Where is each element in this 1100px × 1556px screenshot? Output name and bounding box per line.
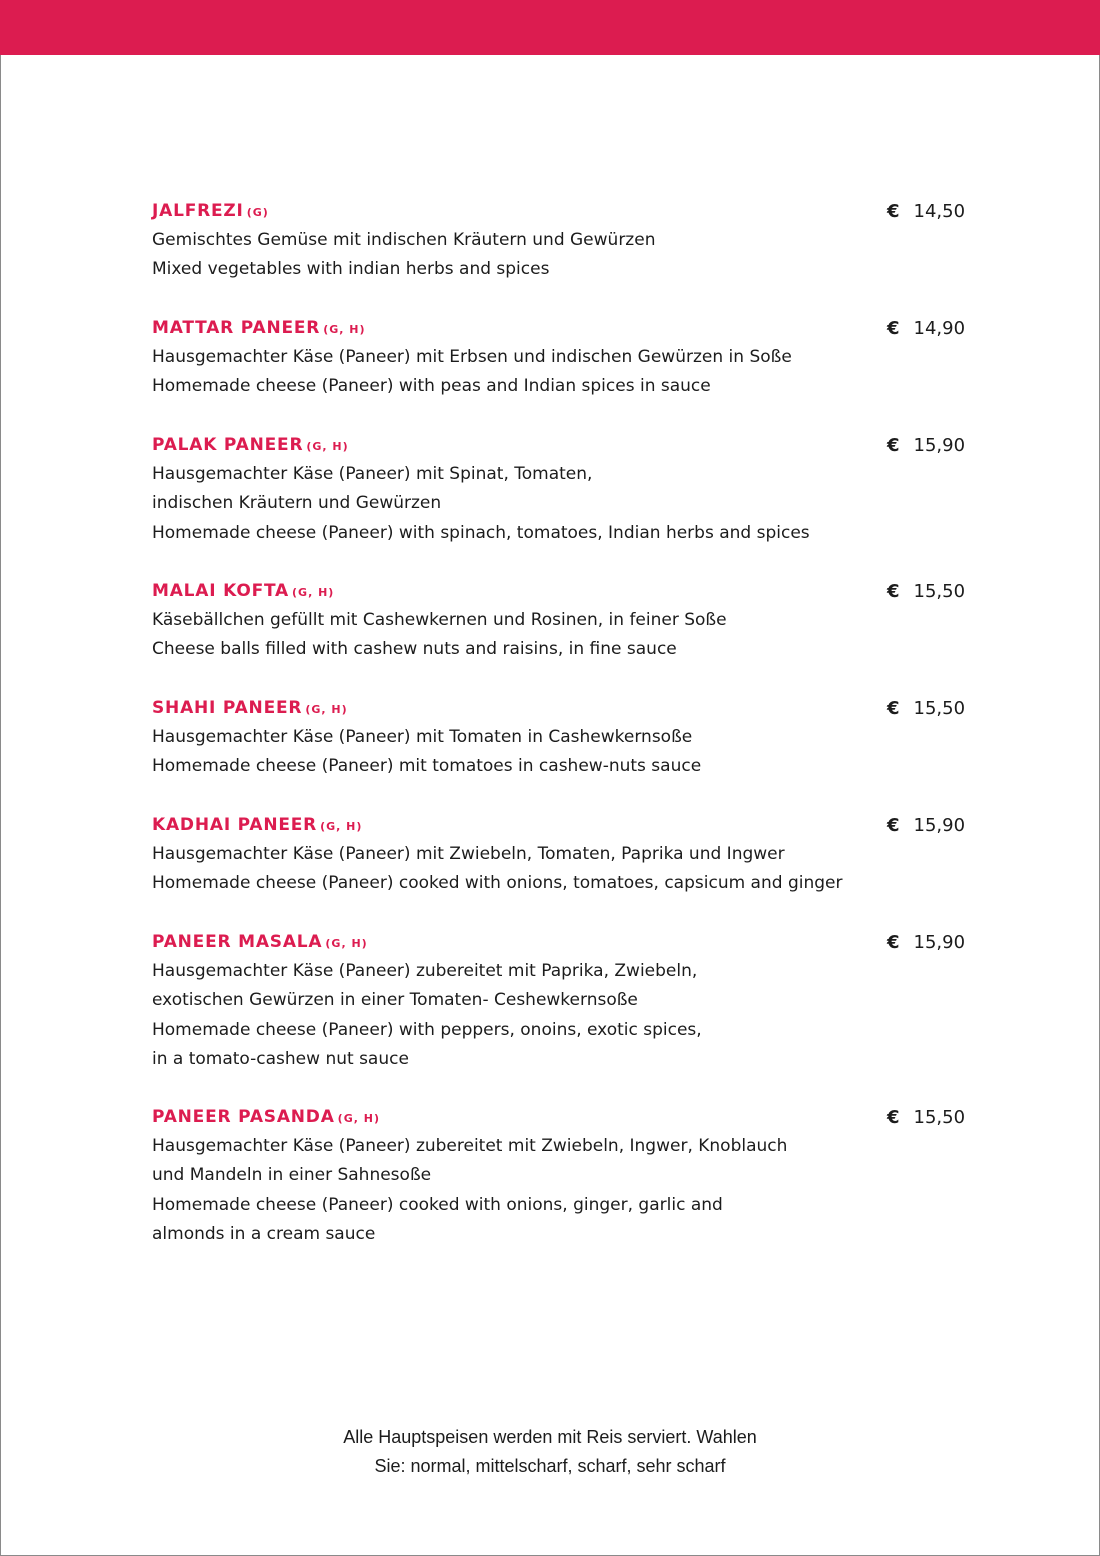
euro-symbol: € bbox=[887, 698, 900, 719]
dish-description-en: almonds in a cream sauce bbox=[152, 1223, 376, 1244]
euro-symbol: € bbox=[887, 318, 900, 339]
footer-line: Alle Hauptspeisen werden mit Reis serviert. Wahlen bbox=[343, 1427, 757, 1447]
dish-allergens: (G, H) bbox=[320, 820, 363, 833]
dish-allergens: (G, H) bbox=[306, 440, 349, 453]
dish-description-de: indischen Kräutern und Gewürzen bbox=[152, 493, 442, 514]
price-value: 15,90 bbox=[913, 815, 966, 836]
dish-description-de: Hausgemachter Käse (Paneer) mit Tomaten in Cashewkernsoße bbox=[152, 727, 693, 747]
menu-item-shahi-paneer bbox=[152, 694, 972, 782]
dish-description-de: und Mandeln in einer Sahnesoße bbox=[152, 1165, 432, 1186]
menu-item-mattar-paneer bbox=[152, 314, 972, 402]
euro-symbol: € bbox=[887, 201, 900, 222]
dish-description-de: Hausgemachter Käse (Paneer) mit Zwiebeln, Tomaten, Paprika und Ingwer bbox=[152, 844, 785, 864]
footer-note bbox=[250, 1423, 850, 1481]
euro-symbol: € bbox=[887, 435, 900, 456]
dish-description-en: Mixed vegetables with indian herbs and spices bbox=[152, 259, 550, 280]
dish-name: JALFREZI bbox=[152, 201, 244, 221]
dish-price bbox=[887, 197, 965, 226]
dish-allergens: (G, H) bbox=[292, 586, 335, 599]
dish-description-de: Käsebällchen gefüllt mit Cashewkernen und Rosinen, in feiner Soße bbox=[152, 610, 727, 630]
dish-name: MATTAR PANEER bbox=[152, 318, 321, 338]
dish-allergens: (G, H) bbox=[337, 1112, 380, 1125]
dish-price bbox=[887, 431, 965, 460]
dish-description-de: Gemischtes Gemüse mit indischen Kräutern und Gewürzen bbox=[152, 230, 656, 250]
dish-description-en: Homemade cheese (Paneer) cooked with onions, ginger, garlic and bbox=[152, 1194, 723, 1215]
dish-description-en: Homemade cheese (Paneer) cooked with onions, tomatoes, capsicum and ginger bbox=[152, 873, 843, 894]
dish-description-de: exotischen Gewürzen in einer Tomaten- Ceshewkernsoße bbox=[152, 990, 638, 1011]
dish-name: PALAK PANEER bbox=[152, 435, 304, 455]
dish-name: KADHAI PANEER bbox=[152, 815, 318, 835]
dish-price bbox=[887, 577, 965, 606]
dish-allergens: (G, H) bbox=[323, 323, 366, 336]
price-value: 15,90 bbox=[913, 932, 966, 953]
price-value: 14,50 bbox=[913, 201, 966, 222]
euro-symbol: € bbox=[887, 1107, 900, 1128]
dish-price bbox=[887, 694, 965, 723]
footer-line: Sie: normal, mittelscharf, scharf, sehr scharf bbox=[374, 1456, 726, 1476]
dish-name: SHAHI PANEER bbox=[152, 698, 303, 718]
dish-description-de: Hausgemachter Käse (Paneer) mit Erbsen und indischen Gewürzen in Soße bbox=[152, 347, 792, 367]
dish-description-en: Homemade cheese (Paneer) with peas and Indian spices in sauce bbox=[152, 376, 711, 397]
dish-description-de: Hausgemachter Käse (Paneer) zubereitet mit Zwiebeln, Ingwer, Knoblauch bbox=[152, 1136, 788, 1156]
dish-description-de: Hausgemachter Käse (Paneer) zubereitet mit Paprika, Zwiebeln, bbox=[152, 961, 698, 981]
dish-price bbox=[887, 928, 965, 957]
menu-item-paneer-pasanda bbox=[152, 1103, 972, 1249]
dish-description-en: Homemade cheese (Paneer) with peppers, onoins, exotic spices, bbox=[152, 1019, 702, 1040]
dish-price bbox=[887, 1103, 965, 1132]
dish-description-en: Cheese balls filled with cashew nuts and raisins, in fine sauce bbox=[152, 639, 677, 660]
price-value: 15,50 bbox=[913, 581, 966, 602]
dish-name: MALAI KOFTA bbox=[152, 581, 290, 601]
menu-item-malai-kofta bbox=[152, 577, 972, 665]
menu-item-kadhai-paneer bbox=[152, 811, 972, 899]
euro-symbol: € bbox=[887, 932, 900, 953]
price-value: 14,90 bbox=[913, 318, 966, 339]
dish-price bbox=[887, 811, 965, 840]
dish-allergens: (G) bbox=[246, 206, 269, 219]
dish-allergens: (G, H) bbox=[325, 937, 368, 950]
menu-item-paneer-masala bbox=[152, 928, 972, 1074]
euro-symbol: € bbox=[887, 815, 900, 836]
dish-description-en: in a tomato-cashew nut sauce bbox=[152, 1048, 409, 1069]
price-value: 15,50 bbox=[913, 1107, 966, 1128]
menu-item-palak-paneer bbox=[152, 431, 972, 548]
dish-name: PANEER MASALA bbox=[152, 932, 323, 952]
dish-allergens: (G, H) bbox=[305, 703, 348, 716]
dish-price bbox=[887, 314, 965, 343]
menu-item-jalfrezi bbox=[152, 197, 972, 285]
dish-description-en: Homemade cheese (Paneer) mit tomatoes in cashew-nuts sauce bbox=[152, 756, 702, 777]
dish-description-en: Homemade cheese (Paneer) with spinach, tomatoes, Indian herbs and spices bbox=[152, 522, 810, 543]
price-value: 15,50 bbox=[913, 698, 966, 719]
dish-name: PANEER PASANDA bbox=[152, 1107, 335, 1127]
price-value: 15,90 bbox=[913, 435, 966, 456]
top-color-band bbox=[0, 0, 1100, 55]
euro-symbol: € bbox=[887, 581, 900, 602]
dish-description-de: Hausgemachter Käse (Paneer) mit Spinat, Tomaten, bbox=[152, 464, 593, 484]
